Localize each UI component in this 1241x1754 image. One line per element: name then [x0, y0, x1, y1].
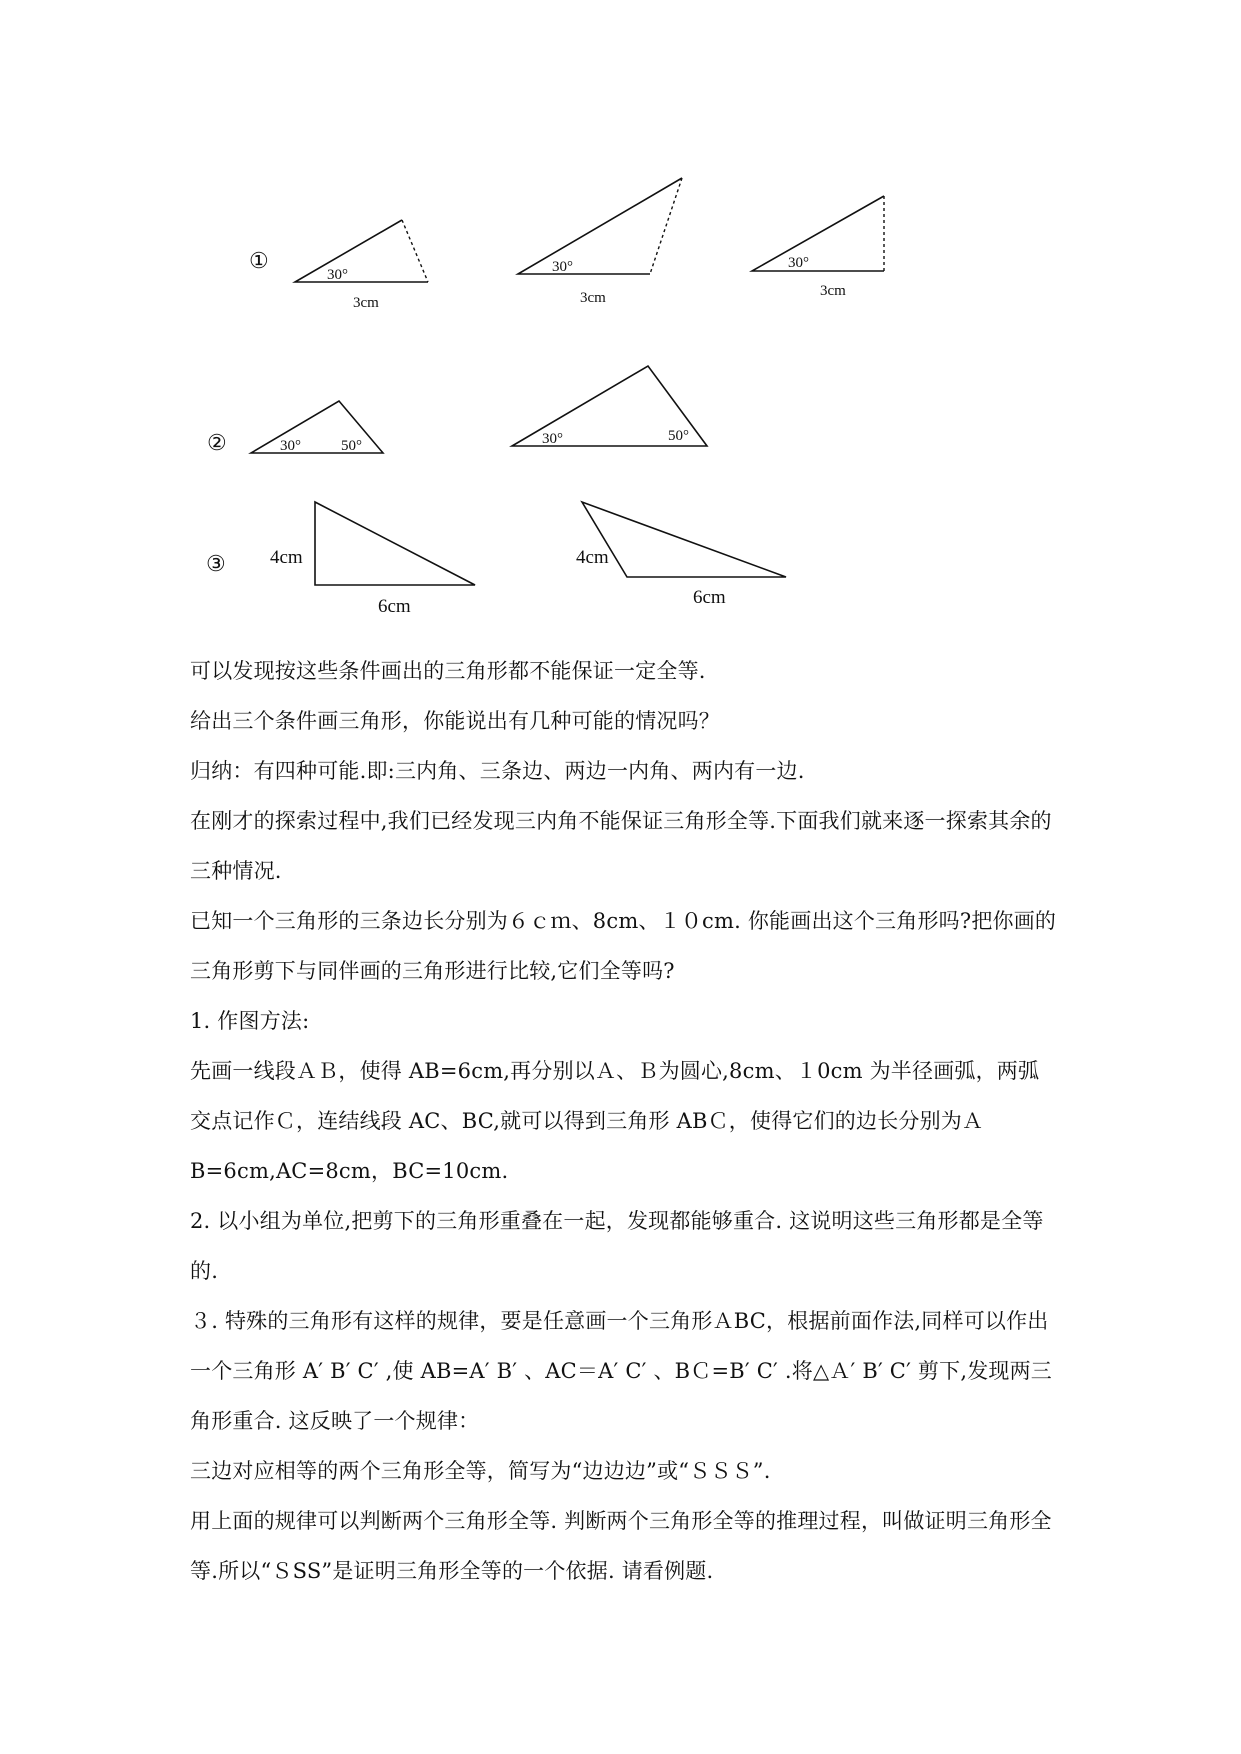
row-2-triangle-2: [512, 366, 707, 447]
side-a-label: 4cm: [576, 547, 609, 568]
angle-label: 30°: [327, 267, 348, 283]
angle-label: 30°: [788, 255, 809, 271]
row-1-triangle-2: [518, 178, 682, 306]
row-2-triangle-1: [251, 401, 383, 454]
row-1-triangle-1: [295, 220, 428, 311]
body-text: [190, 646, 1060, 1596]
triangle-figures: [0, 0, 1241, 640]
side-a-label: 4cm: [270, 547, 303, 568]
row-1-triangle-3: [752, 196, 884, 299]
paragraph-finding: 可以发现按这些条件画出的三角形都不能保证一定全等.: [190, 659, 706, 683]
paragraph-rule: ３. 特殊的三角形有这样的规律，要是任意画一个三角形ＡBC，根据前面作法,同样可以作出一个三角形 A′ B′ C′ ,使 AB=A′ B′ 、AC＝A′ C′ 、BＣ=B′ C′ .将△Ａ′ B′ C′ 剪下,发现两三角形重合. 这反映了一个规律：: [190, 1309, 1052, 1433]
row-1-marker: ①: [249, 248, 269, 273]
paragraph-method-heading: 1. 作图方法:: [190, 1009, 310, 1033]
side-b-label: 6cm: [378, 596, 411, 617]
row-3-triangle-2: [576, 502, 786, 608]
side-b-label: 6cm: [693, 587, 726, 608]
row-2-marker: ②: [207, 430, 227, 455]
angle-left-label: 30°: [280, 438, 301, 454]
angle-left-label: 30°: [542, 431, 563, 447]
paragraph-proof: 用上面的规律可以判断两个三角形全等. 判断两个三角形全等的推理过程，叫做证明三角形全等.所以“ＳSS”是证明三角形全等的一个依据. 请看例题.: [190, 1509, 1052, 1583]
paragraph-exploration: 在刚才的探索过程中,我们已经发现三内角不能保证三角形全等.下面我们就来逐一探索其余的三种情况.: [190, 809, 1052, 883]
angle-right-label: 50°: [668, 428, 689, 444]
row-3-triangle-1: [270, 502, 475, 617]
paragraph-question: 给出三个条件画三角形，你能说出有几种可能的情况吗？: [190, 709, 720, 733]
angle-label: 30°: [552, 259, 573, 275]
paragraph-task: 已知一个三角形的三条边长分别为６ｃｍ、8cm、１０cm. 你能画出这个三角形吗?把你画的三角形剪下与同伴画的三角形进行比较,它们全等吗?: [190, 909, 1057, 983]
base-label: 3cm: [820, 283, 846, 299]
angle-right-label: 50°: [341, 438, 362, 454]
paragraph-method: 先画一线段ＡＢ，使得 AB=6cm,再分别以Ａ、Ｂ为圆心,8cm、１0cm 为半径画弧，两弧交点记作Ｃ，连结线段 AC、BC,就可以得到三角形 ABＣ，使得它们的边长分别为ＡB=6cm,AC=8cm，BC=10cm.: [190, 1059, 1040, 1183]
row-3-marker: ③: [206, 551, 226, 576]
paragraph-group-activity: 2. 以小组为单位,把剪下的三角形重叠在一起，发现都能够重合. 这说明这些三角形都是全等的.: [190, 1209, 1044, 1283]
paragraph-summary: 归纳：有四种可能.即:三内角、三条边、两边一内角、两内有一边.: [190, 759, 805, 783]
base-label: 3cm: [353, 295, 379, 311]
base-label: 3cm: [580, 290, 606, 306]
paragraph-sss: 三边对应相等的两个三角形全等，简写为“边边边”或“ＳＳＳ”.: [190, 1459, 771, 1483]
